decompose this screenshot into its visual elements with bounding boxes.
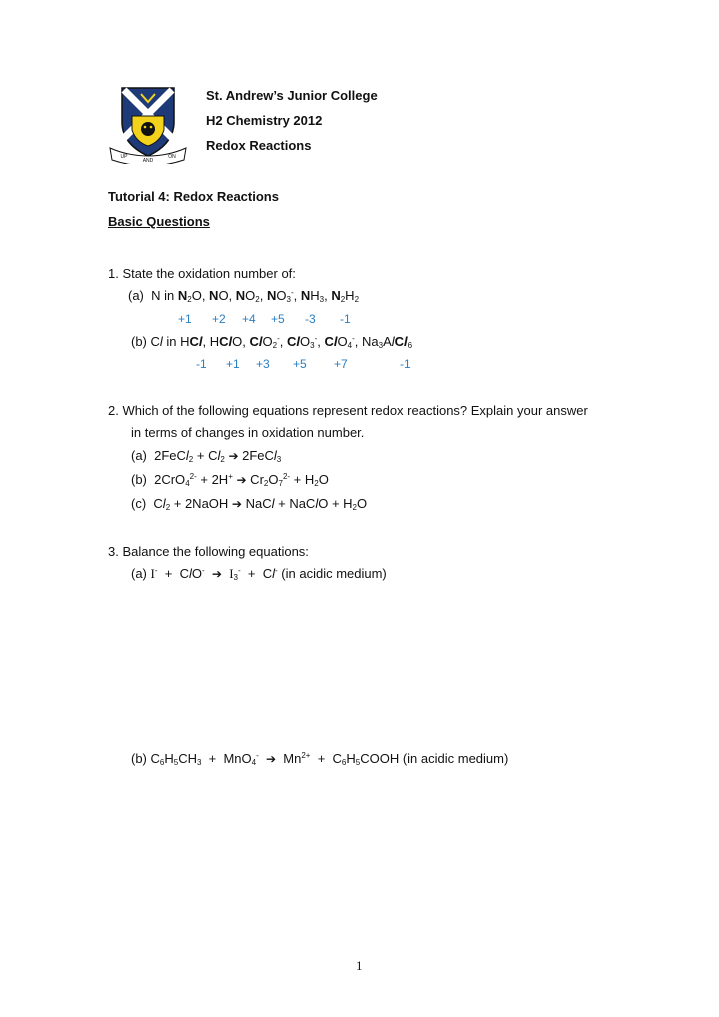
q2a-label: (a) (131, 448, 147, 463)
q2b-label: (b) (131, 472, 147, 487)
crest-motto-word: ON (168, 154, 176, 160)
section-title: Basic Questions (108, 214, 210, 229)
q1a-answer: +4 (242, 312, 256, 326)
crest-motto-word: UP (120, 154, 128, 160)
subject-title: H2 Chemistry 2012 (206, 113, 323, 128)
q3a-label: (a) (131, 566, 147, 581)
arrow-icon: ➔ (266, 752, 277, 766)
q1a-answer: +2 (212, 312, 226, 326)
tutorial-title: Tutorial 4: Redox Reactions (108, 189, 279, 204)
crest-motto-word: AND (142, 158, 154, 164)
q3b-equation: (b) $C_6H_5CH_3 + MnO_4^-$ ➔ $Mn^{2+}$ + $C_6H_5COOH$ (in acidic medium) (131, 751, 509, 767)
q1a-answer: -3 (305, 312, 316, 326)
q1b-answer: +1 (226, 357, 240, 371)
college-crest-logo (108, 82, 188, 164)
q1b-label: (b) (131, 334, 147, 349)
topic-title: Redox Reactions (206, 138, 312, 153)
arrow-icon: ➔ (211, 567, 222, 581)
q2b-equation: (b) 2CrO$_4^{2-}$ + 2H+ ➔ $Cr_2O_7^{2-} + H_2O$ (131, 472, 329, 488)
q1a-answer: +1 (178, 312, 192, 326)
q1a-answer: +5 (271, 312, 285, 326)
q2-prompt-line1: 2. Which of the following equations represent redox reactions? Explain your answer (108, 403, 588, 418)
q1a-answer: -1 (340, 312, 351, 326)
q3a-equation: (a) I- + ClO- ➔ $I_3^- + Cl^-$ (in acidic medium) (131, 566, 387, 582)
arrow-icon: ➔ (228, 449, 239, 463)
q1b-line: (b) Cl in HCl, HClO, ClO$_2$-, ClO$_3$-, ClO$_4$-, $Na_3AlCl_6$ (131, 334, 413, 350)
q1-prompt: 1. State the oxidation number of: (108, 266, 296, 281)
college-name: St. Andrew’s Junior College (206, 88, 378, 103)
q1b-answer: +5 (293, 357, 307, 371)
q2a-equation: (a) 2FeCl$_2$ + $Cl_2$ ➔ 2FeCl$_3$ (131, 448, 282, 464)
q3b-label: (b) (131, 751, 147, 766)
q2-prompt-line2: in terms of changes in oxidation number. (131, 425, 365, 440)
q1b-answer: +7 (334, 357, 348, 371)
arrow-icon: ➔ (236, 473, 247, 487)
q1b-answer: +3 (256, 357, 270, 371)
q1a-label: (a) (128, 288, 144, 303)
arrow-icon: ➔ (231, 497, 242, 511)
q1a-line: (a) N in $N_2O$, NO, $NO_2$, $NO_3^-$, $NH_3$, $N_2H_2$ (128, 288, 360, 304)
q3b-note: (in acidic medium) (402, 751, 509, 766)
page-number: 1 (356, 958, 363, 973)
q3a-note: (in acidic medium) (281, 566, 387, 581)
q3-prompt: 3. Balance the following equations: (108, 544, 309, 559)
q2c-label: (c) (131, 496, 147, 511)
q1b-answer: -1 (400, 357, 411, 371)
q2c-equation: (c) $Cl_2$ + 2NaOH ➔ NaCl + NaClO + $H_2O$ (131, 496, 368, 512)
q1b-answer: -1 (196, 357, 207, 371)
